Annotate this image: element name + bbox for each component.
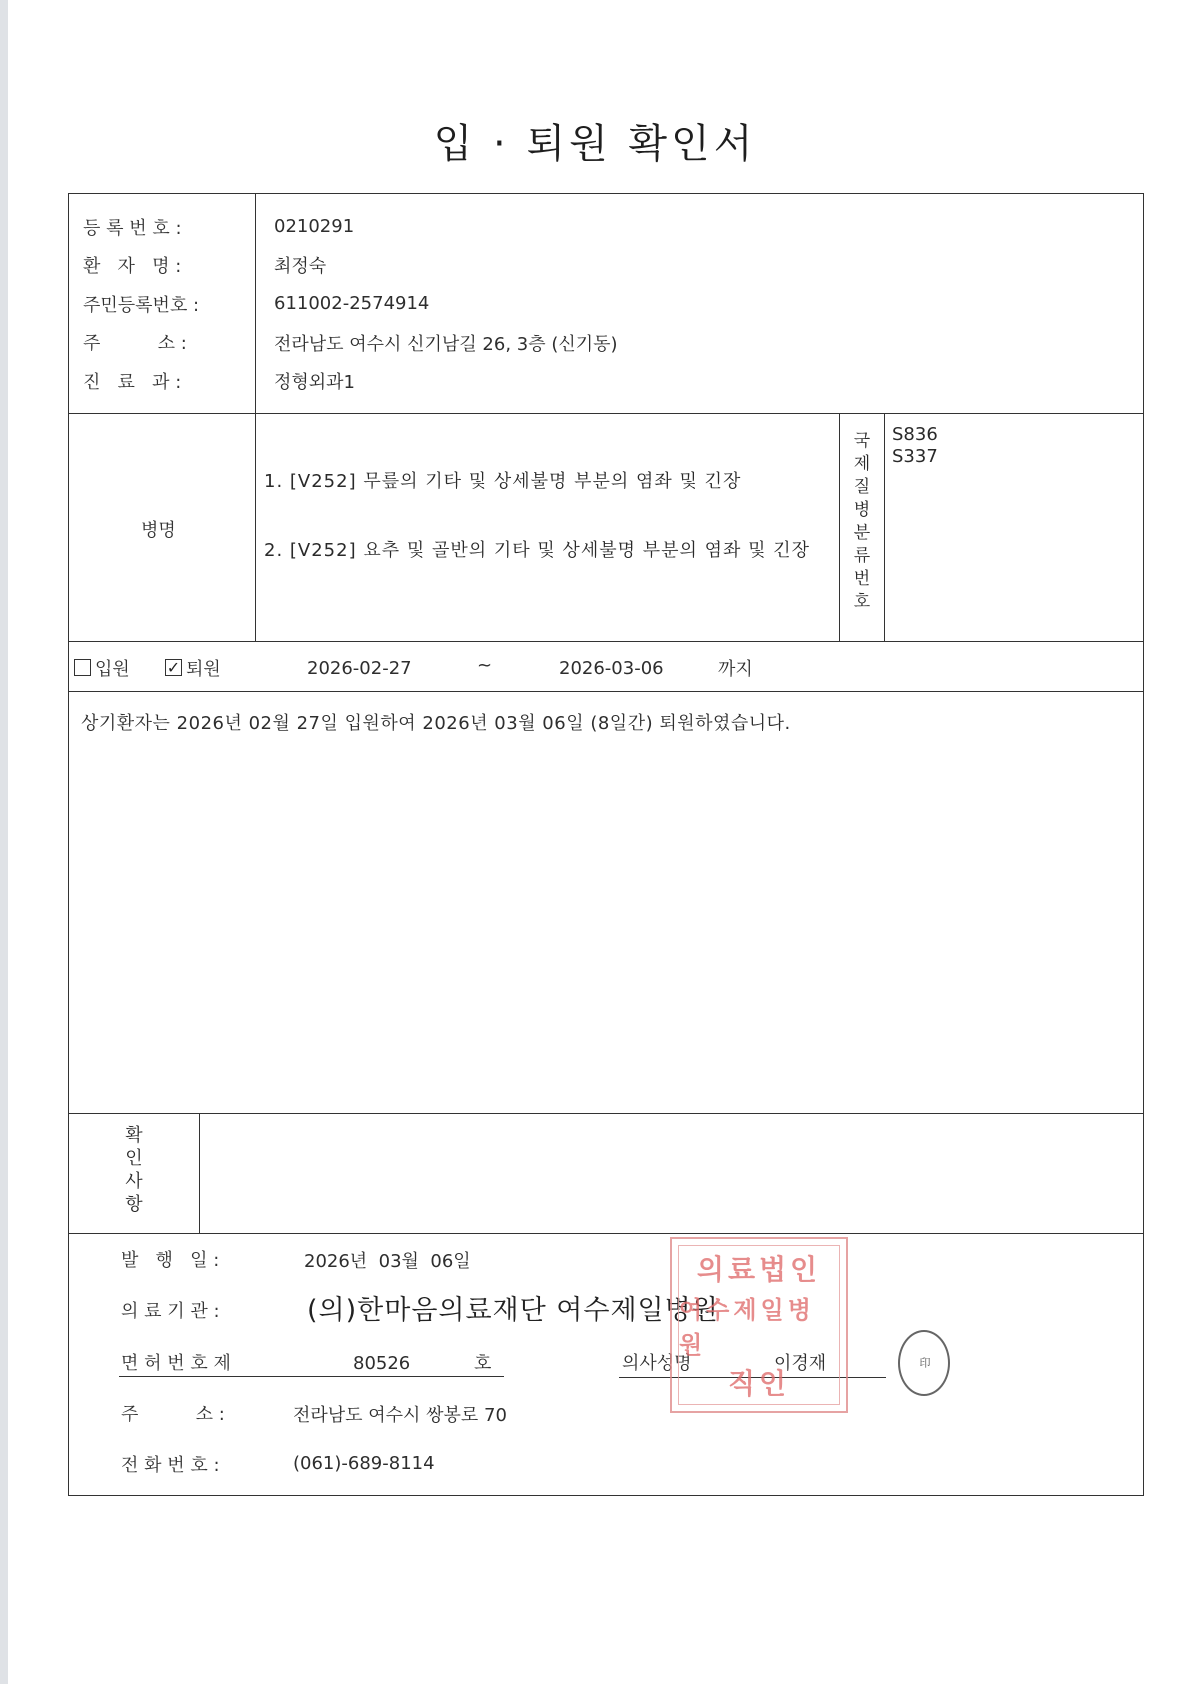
rule-patient-bottom bbox=[69, 413, 1143, 414]
stay-start-date: 2026-02-27 bbox=[307, 658, 412, 679]
rule-stay-bottom bbox=[69, 691, 1143, 692]
department: 정형외과1 bbox=[274, 372, 356, 393]
signature-stamp bbox=[898, 1330, 950, 1396]
doctor-name: 이경재 bbox=[774, 1353, 827, 1374]
diagnosis-line-2: 2. [V252] 요추 및 골반의 기타 및 상세불명 부분의 염좌 및 긴장 bbox=[264, 540, 810, 561]
disease-code-1: S836 bbox=[892, 424, 938, 445]
rule-diagnosis-bottom bbox=[69, 641, 1143, 642]
institution-label: 의 료 기 관 : bbox=[121, 1301, 220, 1322]
admission-label: 입원 bbox=[95, 659, 130, 680]
admission-checkbox[interactable] bbox=[74, 659, 91, 676]
confirmation-label bbox=[122, 1124, 146, 1216]
disease-code-2: S337 bbox=[892, 446, 938, 467]
issue-date: 2026년 03월 06일 bbox=[304, 1251, 471, 1272]
rule-code-label-right bbox=[884, 413, 885, 641]
license-underline bbox=[119, 1376, 504, 1377]
phone-label: 전 화 번 호 : bbox=[121, 1455, 220, 1476]
diagnosis-line-1: 1. [V252] 무릎의 기타 및 상세불명 부분의 염좌 및 긴장 bbox=[264, 471, 742, 492]
discharge-label: 퇴원 bbox=[186, 659, 221, 680]
vertical-char: 항 bbox=[125, 1194, 143, 1215]
official-seal-mark bbox=[678, 1245, 840, 1405]
stay-end-date: 2026-03-06 bbox=[559, 658, 664, 679]
rule-label-column bbox=[255, 194, 256, 641]
rule-confirmation-column bbox=[199, 1113, 200, 1233]
issue-date-label: 발 행 일 : bbox=[121, 1250, 220, 1271]
seal-glyphs: 직인 bbox=[727, 1367, 791, 1400]
vertical-char: 질 bbox=[853, 477, 871, 497]
stay-statement: 상기환자는 2026년 02월 27일 입원하여 2026년 03월 06일 (8일간) 퇴원하였습니다. bbox=[81, 713, 791, 734]
registration-label: 등 록 번 호 : bbox=[83, 218, 182, 239]
institution-name: (의)한마음의료재단 여수제일병원 bbox=[307, 1295, 719, 1326]
rule-statement-bottom bbox=[69, 1113, 1143, 1114]
license-label: 면 허 번 호 제 bbox=[121, 1353, 231, 1374]
stay-until: 까지 bbox=[718, 659, 753, 680]
diagnosis-label: 병명 bbox=[141, 520, 176, 541]
registration-number: 0210291 bbox=[274, 216, 355, 237]
phone-number: (061)-689-8114 bbox=[293, 1453, 435, 1474]
patient-name-label: 환 자 명 : bbox=[83, 256, 182, 277]
vertical-char: 병 bbox=[853, 500, 871, 520]
seal-glyphs: 여수제일병원 bbox=[679, 1296, 815, 1359]
vertical-char: 호 bbox=[853, 592, 871, 612]
resident-number: 611002-2574914 bbox=[274, 293, 430, 314]
stay-separator: ~ bbox=[477, 655, 493, 676]
disease-codes bbox=[892, 424, 938, 468]
patient-address: 전라남도 여수시 신기남길 26, 3층 (신기동) bbox=[274, 334, 618, 355]
resident-number-label: 주민등록번호 : bbox=[83, 295, 200, 316]
form-table bbox=[68, 193, 1144, 1496]
rule-confirmation-bottom bbox=[69, 1233, 1143, 1234]
issuer-address-label: 주 소 : bbox=[121, 1404, 225, 1425]
vertical-char: 확 bbox=[125, 1125, 143, 1146]
vertical-char: 류 bbox=[853, 546, 871, 566]
doctor-label: 의사성명 bbox=[622, 1353, 692, 1374]
vertical-char: 번 bbox=[853, 569, 871, 589]
vertical-char: 국 bbox=[853, 431, 871, 451]
issuer-address: 전라남도 여수시 쌍봉로 70 bbox=[293, 1405, 507, 1426]
rule-code-label-left bbox=[839, 413, 840, 641]
department-label: 진 료 과 : bbox=[83, 372, 182, 393]
vertical-char: 제 bbox=[853, 454, 871, 474]
seal-glyphs: 의료법인 bbox=[696, 1253, 822, 1286]
diagnosis-list bbox=[264, 424, 834, 608]
license-number: 80526 bbox=[353, 1353, 411, 1374]
vertical-char: 사 bbox=[125, 1171, 143, 1192]
disease-code-label bbox=[850, 430, 874, 614]
license-suffix: 호 bbox=[474, 1353, 492, 1374]
vertical-char: 인 bbox=[125, 1148, 143, 1169]
document-title: 입 · 퇴원 확인서 bbox=[433, 121, 757, 167]
vertical-char: 분 bbox=[853, 523, 871, 543]
address-label: 주 소 : bbox=[83, 333, 187, 354]
official-seal bbox=[670, 1237, 848, 1413]
signature-stamp-mark: 印 bbox=[918, 1357, 931, 1369]
patient-name: 최정숙 bbox=[274, 256, 327, 277]
discharge-checkbox[interactable]: ✓ bbox=[166, 658, 181, 677]
